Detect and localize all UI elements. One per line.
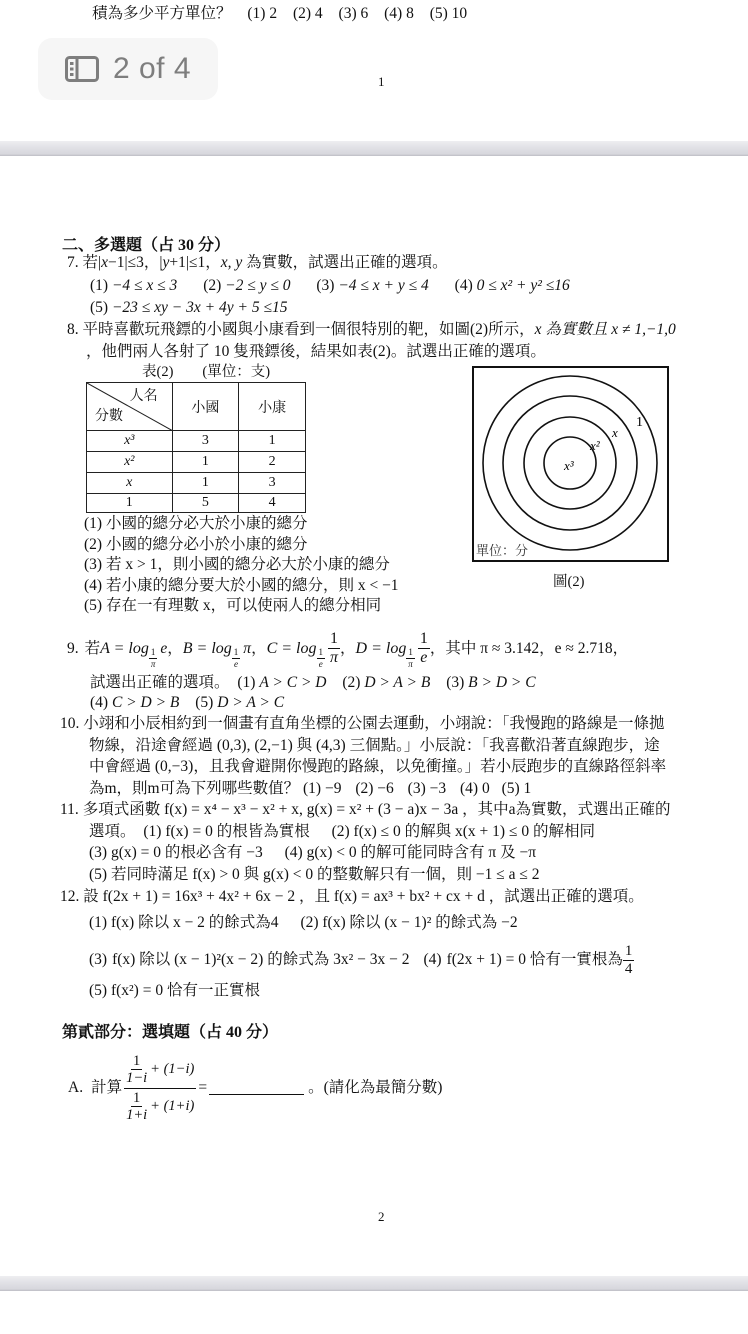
q9-option-text: D > A > C xyxy=(217,694,285,711)
q8-option xyxy=(84,535,399,556)
frac-num: 1 xyxy=(233,647,239,657)
q8-option-label: (1) xyxy=(84,515,103,532)
q10-option-label: (4) xyxy=(459,779,479,797)
tail-option: (2) 4 xyxy=(292,5,323,22)
table-row xyxy=(87,452,306,473)
q9-prefix: 若 xyxy=(84,639,101,657)
q7-option-text: −2 ≤ y ≤ 0 xyxy=(225,277,291,294)
section-title-fill-in: 第貳部分：選填題（占 40 分） xyxy=(62,1024,279,1041)
q11-line2-prefix: 選項。 xyxy=(89,822,136,840)
frac-den: π xyxy=(150,659,156,669)
q10 xyxy=(60,713,666,799)
q10-text: 中會經過 (0,−3)，且我會避開你慢跑的路線，以免衝撞。」若小辰跑步的直線路徑斜率 xyxy=(89,758,667,775)
qA-suffix: 。(請化為最簡分數) xyxy=(308,1079,443,1096)
q8-stem-math: x 為實數且 x ≠ 1,−1,0 xyxy=(534,321,676,338)
q10-line xyxy=(60,778,666,800)
q7-var-x: x xyxy=(101,254,108,271)
q9-A-log: A = log xyxy=(100,639,149,657)
q7-option-label: (3) xyxy=(316,277,335,294)
q9-option-label: (1) xyxy=(237,674,256,691)
q9-B-log: B = log xyxy=(182,639,232,657)
table-row xyxy=(87,431,306,452)
frac-den: e xyxy=(420,649,428,666)
q12 xyxy=(60,887,644,1001)
q11-line xyxy=(60,821,671,843)
q11-option-text: f(x) ≤ 0 的解與 x(x + 1) ≤ 0 的解相同 xyxy=(353,822,595,840)
q12-line xyxy=(60,943,644,977)
q12-stem: 設 f(2x + 1) = 16x³ + 4x² + 6x − 2 ，且 f(x) = ax³ + bx² + cx + d ，試選出正確的選項。 xyxy=(83,888,644,905)
q9-options-row2 xyxy=(90,693,284,713)
q12-line xyxy=(60,913,644,943)
q10-option-label: (5) xyxy=(501,779,520,797)
q9-A-arg: e xyxy=(160,639,168,657)
qA-bottom-inner-fraction xyxy=(126,1091,147,1123)
table2-dart-results xyxy=(86,382,306,513)
q7-vars: x, y xyxy=(220,254,243,271)
q11-option-label: (5) xyxy=(89,865,108,883)
tail-option: (3) 6 xyxy=(338,5,369,22)
q9-C-base xyxy=(317,648,326,669)
q9-B-arg: π xyxy=(243,639,252,657)
q9-B-base xyxy=(232,648,241,669)
ring-label-x2: x² xyxy=(590,438,600,453)
q7-options-row1 xyxy=(90,276,570,296)
table2-score-cell: x³ xyxy=(87,431,173,452)
frac-den: 1+i xyxy=(126,1107,148,1123)
q7-option-label: (2) xyxy=(203,277,222,294)
frac-num: 1 xyxy=(330,630,338,647)
table2-header-cell: 小國 xyxy=(172,383,239,431)
table2-score-cell: 1 xyxy=(87,494,173,513)
q12-option-label: (3) xyxy=(89,951,108,968)
qA-prefix: 計算 xyxy=(91,1079,123,1096)
q10-text: 為m，則m可為下列哪些數值？ xyxy=(89,779,300,797)
q7-options-row2 xyxy=(90,298,287,318)
table-row xyxy=(87,473,306,494)
q7-stem-part: −1|≤3，| xyxy=(108,254,163,271)
q12-option-text: f(x) 除以 x − 2 的餘式為4 xyxy=(110,914,279,931)
q11-option-text: 若同時滿足 f(x) > 0 與 g(x) < 0 的整數解只有一個，則 −1 ≤ a ≤ 2 xyxy=(110,865,540,883)
q8-option-label: (2) xyxy=(84,535,103,553)
q9-option-label: (5) xyxy=(195,694,214,711)
q8-option xyxy=(84,596,399,617)
q8-option xyxy=(84,555,399,576)
q11-option-text: g(x) = 0 的根必含有 −3 xyxy=(110,844,263,861)
q9-option-label: (3) xyxy=(446,674,465,691)
q9-stem xyxy=(67,628,628,669)
q10-option-label: (3) xyxy=(407,779,426,797)
q9-option-text: C > D > B xyxy=(111,694,180,711)
section-title-multiple-choice: 二、多選題（占 30 分） xyxy=(62,237,231,254)
table2-value-cell: 5 xyxy=(172,494,239,513)
frac-den: π xyxy=(408,659,413,669)
frac-den: 4 xyxy=(624,960,633,977)
q11-option-label: (2) xyxy=(331,822,350,840)
table2-header-cell: 小康 xyxy=(239,383,306,431)
q8-option-text: 存在一有理數 x，可以使兩人的總分相同 xyxy=(105,597,382,614)
q9-comma: ， xyxy=(429,639,446,657)
q12-line xyxy=(60,981,644,1001)
page-number-2: 2 xyxy=(378,1209,385,1224)
q10-option-label: (2) xyxy=(355,779,374,797)
q8-option-label: (5) xyxy=(84,597,103,614)
q12-option-text: f(x²) = 0 恰有一正實根 xyxy=(110,982,260,999)
corner-top-label: 人名 xyxy=(129,389,158,404)
frac-den: π xyxy=(329,649,338,666)
q8-option-text: 若小康的總分要大於小國的總分，則 x < −1 xyxy=(105,576,399,594)
q9-A-base xyxy=(149,648,158,669)
q8-options xyxy=(84,514,399,617)
frac-den: 1−i xyxy=(126,1070,148,1086)
q8-option-text: 小國的總分必大於小康的總分 xyxy=(105,515,308,532)
tail-option: (4) 8 xyxy=(384,5,414,22)
q10-line xyxy=(60,735,666,757)
q9-comma: ， xyxy=(340,639,356,657)
frac-num: 1 xyxy=(133,1052,141,1069)
q7-option-text: −4 ≤ x + y ≤ 4 xyxy=(338,277,429,294)
q9-option-text: B > D > C xyxy=(468,674,536,691)
page-indicator-text: 2 of 4 xyxy=(112,52,192,85)
q12-line xyxy=(60,887,644,913)
q9-option-text: D > A > B xyxy=(364,674,431,691)
q8-stem-line1 xyxy=(67,320,676,340)
q7-stem-part: 為實數，試選出正確的選項。 xyxy=(246,254,448,271)
q9-comma: ， xyxy=(167,639,183,657)
q7-var-y: y xyxy=(162,254,170,271)
q11-line xyxy=(60,842,671,864)
q10-text: 物線，沿途會經過 (0,3), (2,−1) 與 (4,3) 三個點。」小辰說：「我喜歡沿著直線跑步，途 xyxy=(89,736,660,754)
unit-label: 單位：分 xyxy=(476,543,529,558)
q7-stem-part: +1|≤1， xyxy=(169,254,221,271)
q9-comma: ， xyxy=(251,639,267,657)
q8-option-text: 小國的總分必小於小康的總分 xyxy=(105,535,308,553)
frac-num: 1 xyxy=(408,647,413,657)
q9-options-row1 xyxy=(90,673,536,693)
q9-line2-prefix: 試選出正確的選項。 xyxy=(90,674,230,691)
qA-denominator xyxy=(126,1089,194,1123)
table2-value-cell: 3 xyxy=(172,431,239,452)
q11-stem: 多項式函數 f(x) = x⁴ − x³ − x² + x, g(x) = x² + (3 − a)x − 3a ，其中a為實數，式選出正確的 xyxy=(82,801,671,818)
qA-equals: = xyxy=(198,1079,208,1096)
frac-num: 1 xyxy=(133,1089,141,1106)
frac-den: e xyxy=(318,659,323,669)
q10-option-label: (1) xyxy=(303,779,322,797)
tail-line: 積為多少平方單位？ xyxy=(92,5,232,22)
q9-D-arg xyxy=(418,631,430,666)
q10-number: 10. xyxy=(60,715,80,732)
q10-option-text: −9 xyxy=(324,779,342,797)
q12-option-text: f(x) 除以 (x − 1)²(x − 2) 的餘式為 3x² − 3x − 2 xyxy=(112,951,410,968)
table-row xyxy=(87,494,306,513)
page-separator xyxy=(0,141,748,156)
q8-stem-text: 平時喜歡玩飛鏢的小國與小康看到一個很特別的靶，如圖(2)所示， xyxy=(82,321,535,338)
q8-option xyxy=(84,514,399,535)
q9-D-base xyxy=(406,648,415,669)
q7-stem-part: 若| xyxy=(82,254,102,271)
qA-top-rest: + (1−i) xyxy=(150,1061,195,1078)
tail-option: (1) 2 xyxy=(247,5,278,22)
q8-option-text: 若 x > 1，則小國的總分必大於小康的總分 xyxy=(105,556,390,573)
q9-number: 9. xyxy=(67,639,79,657)
q11-option-text: g(x) < 0 的解可能同時含有 π 及 −π xyxy=(306,844,537,861)
qA-main-fraction xyxy=(124,1054,196,1123)
q11-option-label: (1) xyxy=(143,822,162,840)
table2-score-cell: x xyxy=(87,473,173,494)
q8-option-label: (4) xyxy=(84,576,103,594)
table2-value-cell: 1 xyxy=(239,431,306,452)
q12-option-text: f(x) 除以 (x − 1)² 的餘式為 −2 xyxy=(322,914,518,931)
q9-option-label: (2) xyxy=(342,674,361,691)
table2-score-cell: x² xyxy=(87,452,173,473)
q9-C-log: C = log xyxy=(266,639,317,657)
qA-bottom-rest: + (1+i) xyxy=(150,1098,195,1115)
dartboard-figure xyxy=(472,366,670,564)
frac-num: 1 xyxy=(419,630,428,647)
q10-line xyxy=(60,713,666,735)
q7-option-text: 0 ≤ x² + y² ≤16 xyxy=(476,277,570,294)
sidebar-icon xyxy=(65,56,99,82)
q7-number: 7. xyxy=(67,254,79,271)
ring-label-1: 1 xyxy=(636,415,643,430)
q11-option-text: f(x) = 0 的根皆為實根 xyxy=(165,822,310,840)
table2-value-cell: 1 xyxy=(172,473,239,494)
q8-number: 8. xyxy=(67,321,79,338)
q8-stem-line2: ，他們兩人各射了 10 隻飛鏢後，結果如表(2)。試選出正確的選項。 xyxy=(86,343,546,360)
q9-C-arg xyxy=(328,631,340,666)
q12-number: 12. xyxy=(60,888,80,905)
q10-option-text: 1 xyxy=(523,779,532,797)
figure2-caption: 圖(2) xyxy=(553,574,585,590)
q11-option-label: (3) xyxy=(89,844,108,861)
table2-value-cell: 1 xyxy=(172,452,239,473)
qA-label: A. xyxy=(68,1079,84,1096)
page-separator xyxy=(0,1276,748,1291)
q12-option-label: (2) xyxy=(300,914,319,931)
q10-option-text: −6 xyxy=(377,779,394,797)
q11-number: 11. xyxy=(60,801,79,818)
q12-option-label: (1) xyxy=(89,914,108,931)
q10-text: 小翊和小辰相約到一個畫有直角坐標的公園去運動，小翊說：「我慢跑的路線是一條拋 xyxy=(83,715,665,732)
q8-option xyxy=(84,576,399,597)
table2-caption: 表(2) (單位：支) xyxy=(142,364,271,380)
ring-label-x3: x³ xyxy=(564,458,574,473)
page-indicator-badge[interactable] xyxy=(38,38,218,100)
page-number-1: 1 xyxy=(378,74,385,89)
q11-line xyxy=(60,864,671,886)
q11-option-label: (4) xyxy=(284,844,303,861)
frac-den: e xyxy=(234,659,239,669)
table2-value-cell: 2 xyxy=(239,452,306,473)
page1-tail-question xyxy=(92,4,467,24)
q7-option-label: (4) xyxy=(454,277,473,294)
q7-option-text: −23 ≤ xy − 3x + 4y + 5 ≤15 xyxy=(111,299,288,316)
qA xyxy=(68,1050,442,1126)
table2-corner-cell xyxy=(87,383,173,431)
qA-numerator xyxy=(124,1054,196,1089)
q9-approx: 其中 π ≈ 3.142，e ≈ 2.718， xyxy=(445,639,629,657)
q11 xyxy=(60,799,671,885)
q10-line xyxy=(60,756,666,778)
table2-value-cell: 4 xyxy=(239,494,306,513)
frac-num: 1 xyxy=(624,942,633,959)
q10-option-text: −3 xyxy=(429,779,447,797)
q11-line xyxy=(60,799,671,821)
q9-D-log: D = log xyxy=(355,639,407,657)
frac-num: 1 xyxy=(318,647,323,657)
q9-option-label: (4) xyxy=(90,694,109,711)
table2-value-cell: 3 xyxy=(239,473,306,494)
tail-option: (5) 10 xyxy=(429,5,468,22)
q12-option-label: (4) xyxy=(423,951,442,968)
q8-option-label: (3) xyxy=(84,556,103,573)
frac-num: 1 xyxy=(150,647,156,657)
qA-answer-blank[interactable] xyxy=(209,1082,304,1095)
q12-option4-fraction xyxy=(623,944,635,977)
q7-option-text: −4 ≤ x ≤ 3 xyxy=(111,277,178,294)
q12-option-text: f(2x + 1) = 0 恰有一實根為 xyxy=(446,951,623,968)
q10-option-text: 0 xyxy=(481,779,490,797)
q9-option-text: A > C > D xyxy=(259,674,327,691)
qA-top-inner-fraction xyxy=(126,1054,147,1086)
q7-option-label: (5) xyxy=(90,299,109,316)
q12-option-label: (5) xyxy=(89,982,108,999)
q7-stem xyxy=(67,253,448,273)
q7-option-label: (1) xyxy=(90,277,109,294)
ring-label-x: x xyxy=(612,425,618,440)
corner-bottom-label: 分數 xyxy=(95,409,123,424)
